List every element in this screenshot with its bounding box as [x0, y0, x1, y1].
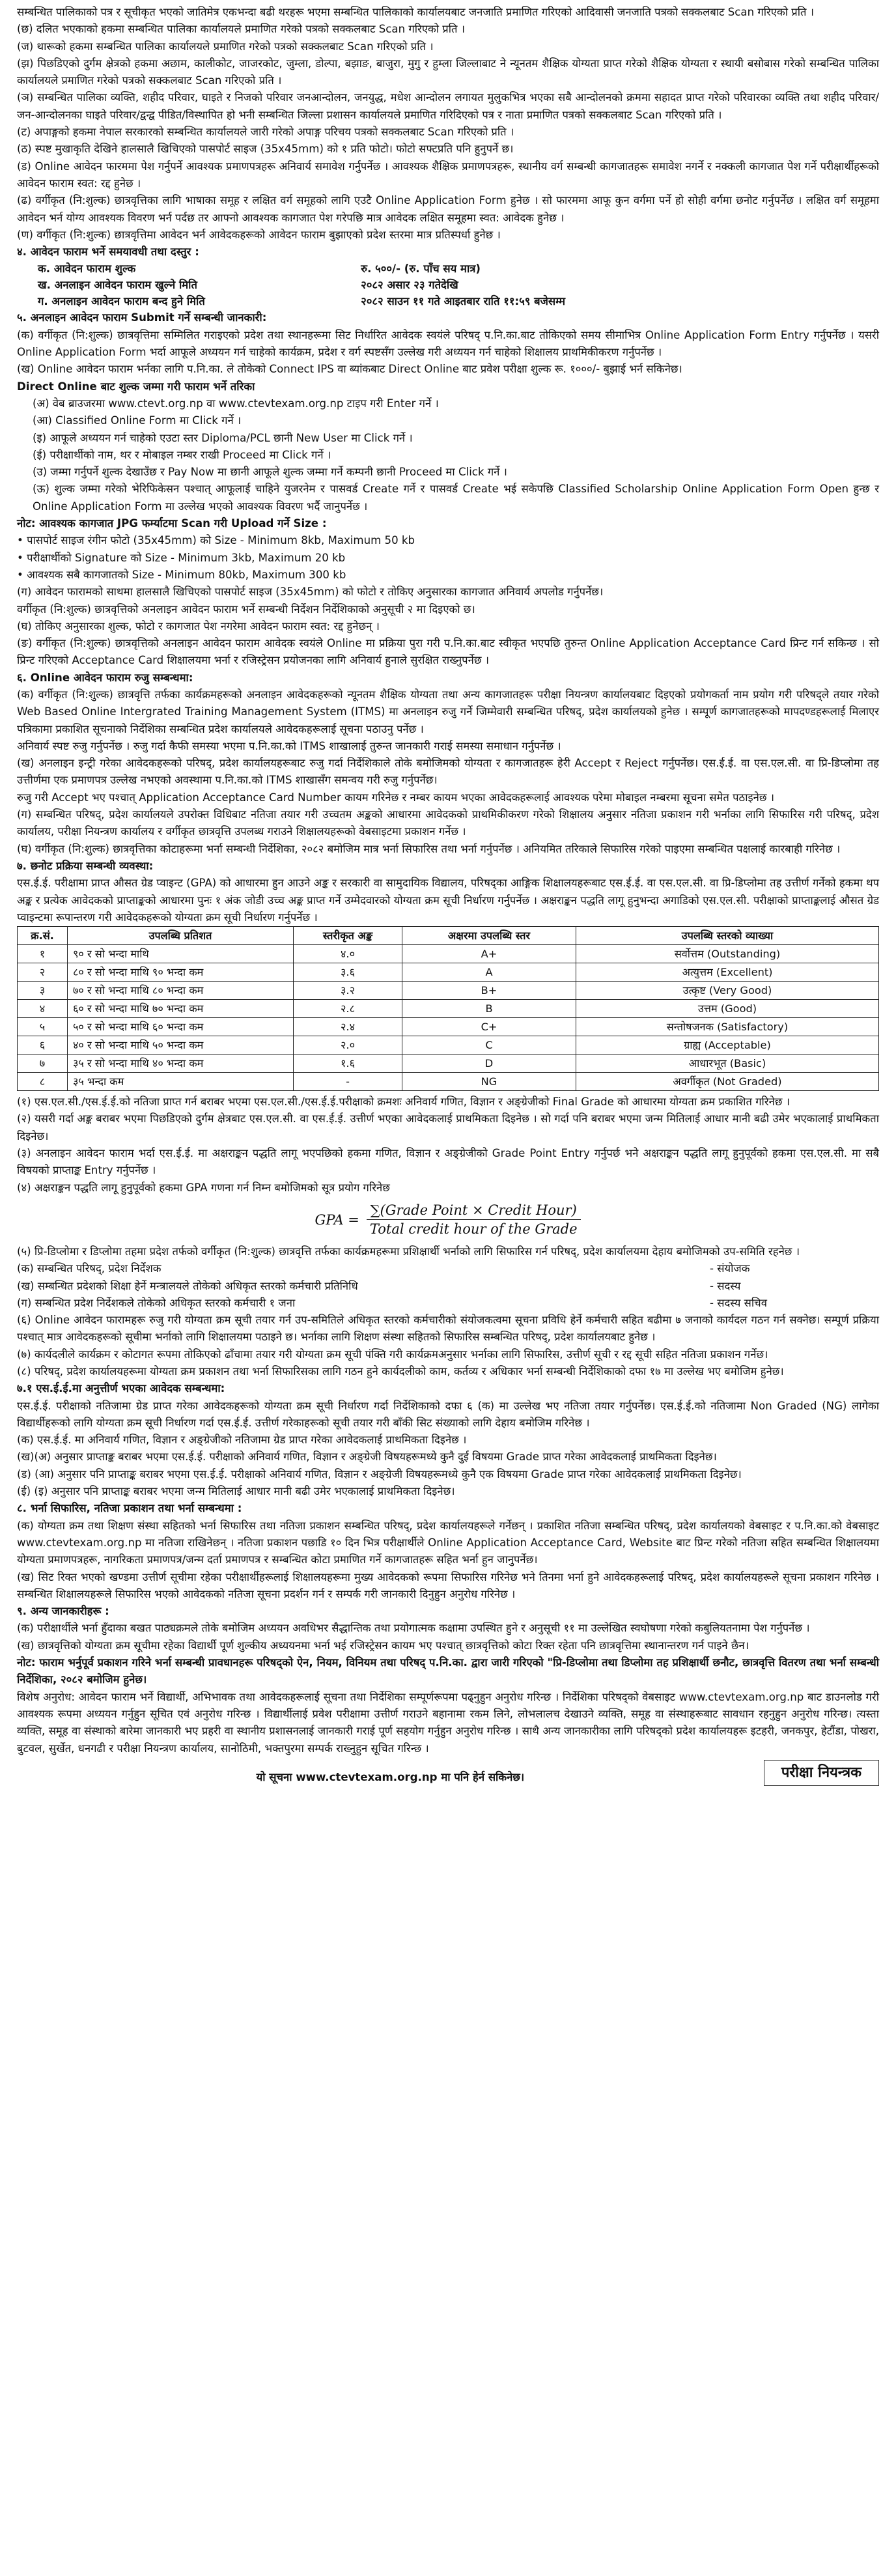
- formula-denominator: Total credit hour of the Grade: [369, 1221, 578, 1238]
- direct-online-title: Direct Online बाट शुल्क जम्मा गरी फाराम भर्ने तरिका: [17, 380, 255, 393]
- para-top-3: (ज) थारूको हकमा सम्बन्धित पालिका कार्यालयले प्रमाणित गरेको पत्रको सक्कलबाट Scan गरिएको प्रति ।: [17, 40, 434, 53]
- committee-member: (ख) सम्बन्धित प्रदेशको शिक्षा हेर्ने मन्त्रालयले तोकेको अधिकृत स्तरको कर्मचारी प्रतिनिधि: [17, 1279, 358, 1292]
- section-7-1-title: ७.१ एस.ई.ई.मा अनुत्तीर्ण भएका आवेदक सम्बन्धमा:: [17, 1382, 225, 1395]
- grade-table: [17, 926, 879, 1091]
- website-note: यो सूचना www.ctevtexam.org.np मा पनि हेर्न सकिनेछ।: [256, 1770, 525, 1783]
- cell-letter: A+: [402, 945, 576, 963]
- cell-point: ३.२: [294, 982, 402, 1000]
- committee-member: (ग) सम्बन्धित प्रदेश निर्देशकले तोकेको अधिकृत स्तरको कर्मचारी १ जना: [17, 1296, 296, 1309]
- cell-percent: ३५ र सो भन्दा माथि ४० भन्दा कम: [68, 1054, 294, 1073]
- section-7-item-6: (६) Online आवेदन फारामहरू रुजु गरी योग्यता क्रम सूची तयार गर्न उप-समितिले अधिकृत स्तरको कर्मचारीको संयोजकत्वमा सूचना प्रविधि हेर्ने कर्मचारी सहित बढीमा ७ जनाको कार्यदल गठन गर्न सक्नेछ। सम्पूर्ण प्रक्रिया पश्चात् मात्र आवेदकहरूको सूचीमा भर्नाको लागि शिक्षालयमा पठाइने छ। भर्नाका लागि शिक्षण संस्था सहितको सिफारिस सम्बन्धित परिषद्, प्रदेश कार्यालयबाट हुनेछ ।: [17, 1314, 879, 1344]
- section-7-1-intro: एस.ई.ई. परीक्षाको नतिजामा ग्रेड प्राप्त गरेका आवेदकहरूको योग्यता क्रम सूची निर्धारण गर्दा निर्देशिकाको दफा ६ (क) मा उल्लेख भए नतिजा तयार गर्नुपर्नेछ। एस.ई.ई.को नतिजामा Non Graded (NG) लागेका विद्यार्थीहरूको लागि योग्यता क्रम सूची निर्धारण गर्दा एस.ई.ई. उत्तीर्ण गरेकाहरूको सूची तयार गरी बाँकी सिट संख्याको लागि देहाय बमोजिम गरिनेछ ।: [17, 1399, 879, 1429]
- col-description: उपलब्धि स्तरको व्याख्या: [576, 927, 879, 945]
- cell-description: उत्कृष्ट (Very Good): [576, 982, 879, 1000]
- section-7-item-8: (८) परिषद्, प्रदेश कार्यालयहरूमा योग्यता क्रम प्रकाशन तथा भर्ना सिफारिसका लागि गठन हुने कार्यदलीको काम, कर्तव्य र अधिकार भर्ना सम्बन्धी निर्देशिकाको दफा १७ मा उल्लेख भए बमोजिम हुनेछ।: [17, 1365, 784, 1378]
- cell-point: -: [294, 1073, 402, 1091]
- cell-percent: ९० र सो भन्दा माथि: [68, 945, 294, 963]
- cell-point: २.८: [294, 1000, 402, 1018]
- table-row: [18, 1054, 879, 1073]
- col-percent: उपलब्धि प्रतिशत: [68, 927, 294, 945]
- cell-sn: १: [18, 945, 68, 963]
- committee-row: [17, 1295, 879, 1312]
- cell-letter: C: [402, 1036, 576, 1054]
- section-5-para-kha: (ख) Online आवेदन फाराम भर्नका लागि प.नि.का. ले तोकेको Connect IPS वा ब्यांकबाट Direct Online बाट प्रवेश परीक्षा शुल्क रू. १०००/- बुझाई भर्न सकिनेछ।: [17, 363, 682, 376]
- top-section: [17, 4, 879, 244]
- section-6-para-gha: (घ) वर्गीकृत (नि:शुल्क) छात्रवृत्तिका कोटाहरूमा भर्ना सम्बन्धी निर्देशिका, २०८२ बमोजिम मात्र भर्ना सिफारिस तथा भर्ना गर्नुपर्नेछ । अनियमित तरिकाले सिफारिस गरेको पाइएमा सम्बन्धित पक्षलाई कारबाही गरिनेछ ।: [17, 842, 841, 855]
- fee-label: क. आवेदन फाराम शुल्क: [38, 262, 136, 276]
- bullet-icon: •: [17, 568, 27, 581]
- section-6-para-ka: (क) वर्गीकृत (नि:शुल्क) छात्रवृत्ति तर्फका कार्यक्रमहरूको अनलाइन आवेदकहरूको न्यूनतम शैक्षिक योग्यता तथा अन्य कागजातहरू परीक्षा नियन्त्रण कार्यालयबाट दिइएको प्रयोगकर्ता नाम प्रयोग गरी परिषद्ले तयार गरेको Web Based Online Intergrated Training Management System (ITMS) मा अनलाइन रुजु गर्ने जिम्मेवारी सम्बन्धित परिषद्, प्रदेश कार्यालयको हुनेछ । सम्पूर्ण कागजातहरूको मापदण्डहरूलाई मिलाएर पत्रिकामा प्रकाशित सूचनाको निर्देशिका सम्बन्धित प्रदेश कार्यालयले आवेदकहरूलाई सूचना पठाउनु पर्नेछ ।: [17, 688, 879, 735]
- cell-percent: ८० र सो भन्दा माथि ९० भन्दा कम: [68, 963, 294, 982]
- section-6-para-kha-2: रुजु गरी Accept भए पश्चात् Application Acceptance Card Number कायम गरिनेछ र नम्बर कायम भएका आवेदकहरूलाई आवश्यक परेमा मोबाइल नम्बरमा सूचना समेत पठाइनेछ ।: [17, 791, 775, 804]
- para-top-10: (ण) वर्गीकृत (नि:शुल्क) छात्रवृत्तिमा आवेदन भर्न आवेदकहरूको आवेदन फाराम बुझाएको प्रदेश स्तरमा मात्र प्रतिस्पर्धा हुनेछ ।: [17, 228, 501, 241]
- committee-row: [17, 1278, 879, 1295]
- cell-sn: ३: [18, 982, 68, 1000]
- section-7-intro: एस.ई.ई. परीक्षामा प्राप्त औसत ग्रेड प्वाइन्ट (GPA) को आधारमा हुन आउने अङ्क र सरकारी वा सामुदायिक विद्यालय, परिषद्का आङ्गिक शिक्षालयहरूबाट एस.ई.ई. वा एस.एल.सी. वा प्रि-डिप्लोमा तह उत्तीर्ण गर्नेको हकमा थप अङ्क र प्रत्येक आवेदकको प्राप्ताङ्कको आधारमा पुनः १ अंक जोडी उच्च अङ्क प्राप्त गर्ने उम्मेदवारको योग्यता क्रम सूची निर्धारण गर्नुपर्नेछ । अक्षराङ्कन पद्धति लागू हुनुभन्दा अगाडिको एस.एल.सी. परीक्षाको प्राप्ताङ्कलाई औसत ग्रेड प्वाइन्टमा रूपान्तरण गरी आवेदकहरूको योग्यता क्रम सूची निर्धारण गर्नुपर्नेछ ।: [17, 877, 879, 924]
- footer: [17, 1760, 879, 1786]
- col-letter: अक्षरमा उपलब्धि स्तर: [402, 927, 576, 945]
- committee-role: - संयोजक: [710, 1262, 750, 1275]
- fee-value: रु. ५००/- (रु. पाँच सय मात्र): [361, 262, 481, 276]
- cell-sn: ४: [18, 1000, 68, 1018]
- fee-row: [38, 277, 754, 293]
- table-row: [18, 1036, 879, 1054]
- cell-point: ३.६: [294, 963, 402, 982]
- committee-row: [17, 1260, 879, 1277]
- para-top-9: (ढ) वर्गीकृत (नि:शुल्क) छात्रवृत्तिका लागि भाषाका समूह र लक्षित वर्ग समूहको लागि एउटै Online Application Form हुनेछ । सो फारममा आफू कुन वर्गमा पर्ने हो सोही वर्गमा छनोट गर्नुपर्नेछ । लक्षित वर्ग समूहमा आवेदन भर्न योग्य आवश्यक विवरण भर्न पर्दछ तर आफ्नो आवश्यक कागजात पेश गरेपछि मात्र आवेदक लक्षित समूहमा स्वत: आवेदक हुनेछ ।: [17, 194, 879, 224]
- section-6: [17, 670, 879, 858]
- cell-point: २.४: [294, 1018, 402, 1036]
- section-7-item-3: (३) अनलाइन आवेदन फाराम भर्दा एस.ई.ई. मा अक्षराङ्कन पद्धति लागू भएपछिको हकमा गणित, विज्ञान र अङ्ग्रेजीको Grade Point Entry गर्नुपर्छ भने अक्षराङ्कन पद्धति लागू हुनुपूर्वको हकमा एस.एल.सी. मा सबै विषयको प्राप्ताङ्क Entry गर्नुपर्नेछ ।: [17, 1147, 879, 1177]
- section-8-para-ka: (क) योग्यता क्रम तथा शिक्षण संस्था सहितको भर्ना सिफारिस तथा नतिजा प्रकाशन सम्बन्धित परिषद्, प्रदेश कार्यालयहरूले गर्नेछन् । प्रकाशित नतिजा सम्बन्धित परिषद्, प्रदेश कार्यालयको वेबसाइट र प.नि.का.को वेबसाइट www.ctevtexam.org.np मा नतिजा राखिनेछन् । नतिजा प्रकाशन पछाडि १० दिन भित्र परीक्षार्थीले Online Application Acceptance Card, Website बाट प्रिन्ट गरेको नतिजा सहित सम्बन्धित शिक्षालयमा योग्यता प्रमाणपत्रहरू, नागरिकता प्रमाणपत्र/जन्म दर्ता प्रमाणपत्र र सम्बन्धित कोटा प्रमाणित गर्ने कागजातहरू सहित भर्ना हुन जानुपर्नेछ।: [17, 1519, 879, 1566]
- table-row: [18, 1000, 879, 1018]
- size-bullet: [17, 567, 879, 584]
- table-row: [18, 982, 879, 1000]
- close-date-value: २०८२ साउन ११ गते आइतबार राति ११:५९ बजेसम्म: [361, 295, 566, 308]
- cell-point: २.०: [294, 1036, 402, 1054]
- cell-sn: ५: [18, 1018, 68, 1036]
- size-bullet: [17, 532, 879, 549]
- cell-point: १.६: [294, 1054, 402, 1073]
- size-bullet-text: आवश्यक सबै कागजातको Size - Minimum 80kb, Maximum 300 kb: [27, 568, 346, 581]
- section-5-para-ga: (ग) आवेदन फारामको साथमा हालसालै खिचिएको पासपोर्ट साइज (35x45mm) को फोटो र तोकिए अनुसारका कागजात अनिवार्य अपलोड गर्नुपर्नेछ।: [17, 586, 604, 599]
- fee-schedule-table: [38, 261, 754, 309]
- para-top-5: (ञ) सम्बन्धित पालिका व्यक्ति, शहीद परिवार, घाइते र निजको परिवार जनआन्दोलन, जनयुद्ध, मधेश आन्दोलन लगायत मुलुकभित्र भएका सबै आन्दोलनको क्रममा सहादत प्राप्त गरेको परिवारका व्यक्ति तथा शहीद परिवार/जन-आन्दोलनका घाइते परिवार/द्वन्द्व पीडित/विस्थापित हो भनी सम्बन्धित जिल्ला प्रशासन कार्यालयले प्रमाणित गरिदिएको पत्र र नाता प्रमाणित पत्रको सक्कलबाट Scan गरिएको प्रति ।: [17, 91, 879, 121]
- section-5-title: ५. अनलाइन आवेदन फाराम Submit गर्ने सम्बन्धी जानकारी:: [17, 311, 267, 324]
- para-top-4: (झ) पिछडिएको दुर्गम क्षेत्रको हकमा अछाम, कालीकोट, जाजरकोट, जुम्ला, डोल्पा, बझाङ, बाजुरा, मुगु र हुम्ला जिल्लाबाट ने न्यूनतम शैक्षिक योग्यता प्राप्त गरेको शैक्षिक योग्यता र स्थायी बसोबास गरेको सम्बन्धित पालिका कार्यालयले प्रमाणित गरेको पत्रको सक्कलबाट Scan गरिएको प्रति ।: [17, 57, 879, 87]
- cell-percent: ७० र सो भन्दा माथि ८० भन्दा कम: [68, 982, 294, 1000]
- cell-percent: ५० र सो भन्दा माथि ६० भन्दा कम: [68, 1018, 294, 1036]
- section-4-title: ४. आवेदन फाराम भर्ने समयावधी तथा दस्तुर :: [17, 246, 199, 259]
- cell-letter: A: [402, 963, 576, 982]
- section-4: [17, 244, 879, 309]
- section-5-para-gha: (घ) तोकिए अनुसारका शुल्क, फोटो र कागजात पेश नगरेमा आवेदन फाराम स्वत: रद्द हुनेछन् ।: [17, 619, 380, 632]
- cell-letter: B: [402, 1000, 576, 1018]
- fee-row: [38, 261, 754, 277]
- cell-description: उत्तम (Good): [576, 1000, 879, 1018]
- table-row: [18, 945, 879, 963]
- cell-description: सन्तोषजनक (Satisfactory): [576, 1018, 879, 1036]
- cell-sn: ८: [18, 1073, 68, 1091]
- cell-percent: ४० र सो भन्दा माथि ५० भन्दा कम: [68, 1036, 294, 1054]
- section-7-item-4: (४) अक्षराङ्कन पद्धति लागू हुनुपूर्वको हकमा GPA गणना गर्न निम्न बमोजिमको सूत्र प्रयोग गरिनेछ: [17, 1181, 390, 1194]
- section-7-item-5: (५) प्रि-डिप्लोमा र डिप्लोमा तहमा प्रदेश तर्फको वर्गीकृत (नि:शुल्क) छात्रवृत्ति तर्फका कार्यक्रमहरूमा प्रशिक्षार्थी भर्नाको लागि सिफारिस गर्न परिषद्, प्रदेश कार्यालयमा देहाय बमोजिमको उप-समिति रहनेछ ।: [17, 1245, 800, 1258]
- para-top-7: (ठ) स्पष्ट मुखाकृति देखिने हालसालै खिचिएको पासपोर्ट साइज (35x45mm) को १ प्रति फोटो। फोटो सफ्टप्रति पनि हुनुपर्ने छ।: [17, 143, 514, 156]
- bullet-icon: •: [17, 551, 27, 564]
- committee-role: - सदस्य: [710, 1279, 741, 1292]
- cell-description: अत्युत्तम (Excellent): [576, 963, 879, 982]
- para-top-6: (ट) अपाङ्गको हकमा नेपाल सरकारको सम्बन्धित कार्यालयले जारी गरेको अपाङ्ग परिचय पत्रको सक्कलबाट Scan गरिएको प्रति ।: [17, 126, 514, 139]
- signature-block: परीक्षा नियन्त्रक: [764, 1760, 879, 1786]
- step-item: (ऊ) शुल्क जम्मा गरेको भेरिफिकेसन पश्चात् आफूलाई चाहिने युजरनेम र पासवर्ड Create गर्ने र पासवर्ड Create भई सकेपछि Classified Scholarship Online Application Form Open हुन्छ र Online Application Form मा उल्लेख भएको आवश्यक विवरण भर्दै जानुपर्नेछ ।: [33, 483, 879, 513]
- section-6-para-kha: (ख) अनलाइन इन्ट्री गरेका आवेदकहरूको परिषद्, प्रदेश कार्यालयहरूबाट रुजु गर्दा निर्देशिकाले तोके बमोजिमको योग्यता र कागजातहरू हेरी Accept र Reject गर्नुपर्नेछ। एस.ई.ई. वा एस.एल.सी. वा प्रि-डिप्लोमा तह उत्तीर्णमा एक प्रमाणपत्र उल्लेख नभएको अवस्थामा प.नि.का.को ITMS शाखासँग समन्वय गरी रुजु गर्नुपर्नेछ।: [17, 757, 879, 787]
- section-5: [17, 309, 879, 669]
- step-item: (इ) आफूले अध्ययन गर्न चाहेको एउटा स्तर Diploma/PCL छानी New User मा Click गर्ने ।: [33, 431, 413, 444]
- section-9-title: ९. अन्य जानकारीहरू :: [17, 1605, 109, 1618]
- cell-percent: ६० र सो भन्दा माथि ७० भन्दा कम: [68, 1000, 294, 1018]
- section-7-item-1: (१) एस.एल.सी./एस.ई.ई.को नतिजा प्राप्त गर्न बराबर भएमा एस.एल.सी./एस.ई.ई.परीक्षाको क्रमशः अनिवार्य गणित, विज्ञान र अङ्ग्रेजीको Final Grade को आधारमा योग्यता क्रम प्रकाशित गरिनेछ ।: [17, 1096, 791, 1109]
- cell-description: सर्वोत्तम (Outstanding): [576, 945, 879, 963]
- fee-row: [38, 293, 754, 309]
- cell-letter: B+: [402, 982, 576, 1000]
- cell-sn: ६: [18, 1036, 68, 1054]
- step-item: (आ) Classified Online Form मा Click गर्ने ।: [33, 414, 242, 427]
- cell-description: अवर्गीकृत (Not Graded): [576, 1073, 879, 1091]
- cell-description: आधारभूत (Basic): [576, 1054, 879, 1073]
- gpa-formula: [17, 1198, 879, 1242]
- size-bullet-text: परीक्षार्थीको Signature को Size - Minimum 3kb, Maximum 20 kb: [27, 551, 346, 564]
- section-9-para-ka: (क) परीक्षार्थीले भर्ना हुँदाका बखत पाठ्यक्रमले तोके बमोजिम अध्ययन अवधिभर सैद्धान्तिक तथा प्रयोगात्मक कक्षामा उपस्थित हुने र अनुसूची ११ मा उल्लेखित स्वघोषणा गरेको कबुलियतनामा पेश गर्नुपर्नेछ ।: [17, 1622, 810, 1635]
- cell-letter: D: [402, 1054, 576, 1073]
- special-request: विशेष अनुरोध: आवेदन फाराम भर्ने विद्यार्थी, अभिभावक तथा आवेदकहरूलाई सूचना तथा निर्देशिका सम्पूर्णरूपमा पढ्नुहुन अनुरोध गरिन्छ । निर्देशिका परिषद्को वेबसाइट www.ctevtexam.org.np बाट डाउनलोड गरी आवश्यक रूपमा अध्ययन गर्नुहुन सूचित एवं अनुरोध गरिन्छ । विद्यार्थीलाई प्रवेश परीक्षामा उत्तीर्ण गराउने बहानामा रकम लिने, लोभलालच देखाउने व्यक्ति, समूह वा संस्थाहरूबाट सावधान रहनुहुन अनुरोध गरिन्छ। त्यस्ता व्यक्ति, समूह वा संस्थाको बारेमा जानकारी भए प्रहरी वा स्थानीय प्रशासनलाई जानकारी गराई पूर्ण सहयोग गर्नुहुन अनुरोध गरिन्छ । साथै अन्य जानकारीका लागि परिषद्को प्रदेश कार्यालयहरू इटहरी, जनकपुर, हेटौंडा, पोखरा, बुटवल, सुर्खेत, धनगढी र परीक्षा नियन्त्रण कार्यालय, सानोठिमी, भक्तपुरमा सम्पर्क राख्नुहुन सूचित गरिन्छ ।: [17, 1690, 879, 1755]
- formula-lhs: GPA =: [315, 1211, 359, 1228]
- section-9-note: नोट: फाराम भर्नुपूर्व प्रकाशन गरिने भर्ना सम्बन्धी प्रावधानहरू परिषद्को ऐन, नियम, विनियम तथा परिषद् प.नि.का. द्वारा जारी गरिएको "प्रि-डिप्लोमा तथा डिप्लोमा तह प्रशिक्षार्थी छनौट, छात्रवृत्ति वितरण तथा भर्ना सम्बन्धी निर्देशिका, २०८२ बमोजिम हुनेछ।: [17, 1656, 879, 1686]
- section-6-title: ६. Online आवेदन फाराम रुजु सम्बन्धमा:: [17, 671, 193, 684]
- grade-table-header: [18, 927, 879, 945]
- section-9-para-kha: (ख) छात्रवृत्तिको योग्यता क्रम सूचीमा रहेका विद्यार्थी पूर्ण शुल्कीय अध्ययनमा भर्ना भई रजिस्ट्रेसन कायम भए पश्चात् छात्रवृत्तिको कोटा रिक्त रहेता पनि छात्रवृत्तिमा स्थानान्तरण गर्न पाइने छैन।: [17, 1639, 749, 1652]
- cell-point: ४.०: [294, 945, 402, 963]
- col-sn: क्र.सं.: [18, 927, 68, 945]
- section-5-para-ka: (क) वर्गीकृत (नि:शुल्क) छात्रवृत्तिमा सम्मिलित गराइएको प्रदेश तथा स्थानहरूमा सिट निर्धारित आवेदक स्वयंले परिषद् प.नि.का.बाट तोकिएको समय सीमाभित्र Online Application Form Entry गर्नुपर्नेछ । यसरी Online Application Form भर्दा आफूले अध्ययन गर्न चाहेको कार्यक्रम, प्रदेश र वर्ग स्पष्टसँग उल्लेख गरी अध्ययन गर्न चाहेको शिक्षालय प्राथमिकीकरण गर्नुपर्नेछ ।: [17, 328, 879, 359]
- table-row: [18, 1073, 879, 1091]
- committee-table: [17, 1260, 879, 1312]
- cell-letter: NG: [402, 1073, 576, 1091]
- formula-numerator: ∑(Grade Point × Credit Hour): [367, 1201, 581, 1220]
- section-9: [17, 1603, 879, 1757]
- section-6-para-ka-2: अनिवार्य स्पष्ट रुजु गर्नुपर्नेछ । रुजु गर्दा कैफी समस्या भएमा प.नि.का.को ITMS शाखालाई तुरुन्त जानकारी गराई समस्या समाधान गर्नुपर्नेछ ।: [17, 739, 561, 752]
- committee-member: (क) सम्बन्धित परिषद्, प्रदेश निर्देशक: [17, 1262, 161, 1275]
- para-top-1: सम्बन्धित पालिकाको पत्र र सूचीकृत भएको जातिमेत्र एकभन्दा बढी थरहरू भएमा सम्बन्धित पालिकाको कार्यालयबाट जनजाति प्रमाणित गरिएको आदिवासी जनजाति पत्रको सक्कलबाट Scan गरिएको प्रति ।: [17, 6, 815, 18]
- cell-sn: ७: [18, 1054, 68, 1073]
- section-8-title: ८. भर्ना सिफारिस, नतिजा प्रकाशन तथा भर्ना सम्बन्धमा :: [17, 1502, 242, 1515]
- formula-fraction: [366, 1201, 581, 1238]
- section-7-item-2: (२) यसरी गर्दा अङ्क बराबर भएमा पिछडिएको दुर्गम क्षेत्रबाट एस.एल.सी. वा एस.ई.ई. उत्तीर्ण भएका आवेदकलाई प्राथमिकता दिइनेछ । सो गर्दा पनि बराबर भएमा जन्म मितिलाई आधार मानी बढी उमेर भएकालाई प्राथमिकता दिइनेछ।: [17, 1112, 879, 1142]
- section-7-1-item: (क) एस.ई.ई. मा अनिवार्य गणित, विज्ञान र अङ्ग्रेजीको नतिजामा ग्रेड प्राप्त गरेका आवेदकलाई प्राथमिकता दिइनेछ ।: [17, 1434, 467, 1447]
- section-8-para-kha: (ख) सिट रिक्त भएको खण्डमा उत्तीर्ण सूचीमा रहेका परीक्षार्थीहरूलाई शिक्षालयहरूमा मुख्य आवेदकको रूपमा सिफारिस गरिनेछ भने तिनमा भर्ना हुने आवेदकहरूलाई परिषद्, प्रदेश कार्यालयहरूले सूचना प्रकाशन गरिनेछ । सम्बन्धित शिक्षालयहरूले सिफारिस भएको आवेदकको नतिजा सूचना प्रदर्शन गर्न र सम्पर्क गरी जानकारी दिनुहुन अनुरोध गरिनेछ ।: [17, 1570, 879, 1600]
- close-date-label: ग. अनलाइन आवेदन फाराम बन्द हुने मिति: [38, 295, 205, 308]
- open-date-label: ख. अनलाइन आवेदन फाराम खुल्ने मिति: [38, 279, 197, 292]
- bullet-icon: •: [17, 534, 27, 547]
- cell-letter: C+: [402, 1018, 576, 1036]
- section-5-para-ga-2: वर्गीकृत (नि:शुल्क) छात्रवृत्तिको अनलाइन आवेदन फाराम भर्ने सम्बन्धी निर्देशन निर्देशिकाको अनुसूची २ मा दिइएको छ।: [17, 602, 475, 616]
- section-8: [17, 1500, 879, 1603]
- cell-sn: २: [18, 963, 68, 982]
- para-top-8: (ड) Online आवेदन फारममा पेश गर्नुपर्ने आवश्यक प्रमाणपत्रहरू अनिवार्य समावेश गर्नुपर्नेछ । आवश्यक शैक्षिक प्रमाणपत्रहरू, स्थानीय वर्ग सम्बन्धी कागजातहरू समावेश नगर्ने र नक्कली कागजात पेश गर्ने परीक्षार्थीहरूको आवेदन फाराम स्वत: रद्द हुनेछ ।: [17, 160, 879, 190]
- col-point: स्तरीकृत अङ्क: [294, 927, 402, 945]
- upload-size-note: नोट: आवश्यक कागजात JPG फर्म्याटमा Scan गरी Upload गर्ने Size :: [17, 517, 327, 530]
- section-7: [17, 858, 879, 1500]
- section-7-title: ७. छनोट प्रक्रिया सम्बन्धी व्यवस्था:: [17, 859, 154, 872]
- committee-role: - सदस्य सचिव: [710, 1296, 767, 1309]
- step-item: (ई) परीक्षार्थीको नाम, थर र मोबाइल नम्बर राखी Proceed मा Click गर्ने ।: [33, 448, 331, 461]
- section-7-1-item: (ड) (आ) अनुसार पनि प्राप्ताङ्क बराबर भएमा एस.ई.ई. परीक्षाको अनिवार्य गणित, विज्ञान र अङ्ग्रेजी विषयहरूमध्ये कुनै एक विषयमा Grade प्राप्त गरेका आवेदकलाई प्राथमिकता दिइनेछ।: [17, 1467, 742, 1480]
- size-bullet-text: पासपोर्ट साइज रंगीन फोटो (35x45mm) को Size - Minimum 8kb, Maximum 50 kb: [27, 534, 415, 547]
- size-bullet: [17, 550, 879, 567]
- table-row: [18, 963, 879, 982]
- section-7-1-item: (ख)(अ) अनुसार प्राप्ताङ्क बराबर भएमा एस.ई.ई. परीक्षाको अनिवार्य गणित, विज्ञान र अङ्ग्रेजी विषयहरूमध्ये कुनै दुई विषयमा Grade प्राप्त गरेका आवेदकलाई प्राथमिकता दिइनेछ।: [17, 1451, 717, 1464]
- step-item: (उ) जम्मा गर्नुपर्ने शुल्क देखाउँछ र Pay Now मा छानी आफूले शुल्क जम्मा गर्ने कम्पनी छानी Proceed मा Click गर्ने ।: [33, 466, 507, 479]
- step-item: (अ) वेब ब्राउजरमा www.ctevt.org.np वा www.ctevtexam.org.np टाइप गरी Enter गर्ने ।: [33, 397, 439, 410]
- section-7-1-item: (ई) (इ) अनुसार पनि प्राप्ताङ्क बराबर भएमा जन्म मितिलाई आधार मानी बढी उमेर भएकालाई प्राथमिकता दिइनेछ।: [17, 1485, 455, 1498]
- para-top-2: (छ) दलित भएकाको हकमा सम्बन्धित पालिका कार्यालयले प्रमाणित गरेको पत्रको सक्कलबाट Scan गरिएको प्रति ।: [17, 23, 466, 36]
- section-7-item-7: (७) कार्यदलीले कार्यक्रम र कोटागत रूपमा तोकिएको ढाँचामा तयार गरी योग्यता क्रम सूची पंक्ति गरी कार्यक्रमअनुसार भर्नाका लागि सिफारिस, उत्तीर्ण सूची र रद्द सूची सहित नतिजा प्रकाशन गर्नेछ।: [17, 1348, 768, 1361]
- section-6-para-ga: (ग) सम्बन्धित परिषद्, प्रदेश कार्यालयले उपरोक्त विधिबाट नतिजा तयार गरी उच्चतम अङ्कको आधारमा आवेदकको प्राथमिकीकरण गरेको शिक्षालय अनुसार नतिजा प्रकाशन गरी भर्नाका लागि सिफारिस गरी परिषद्, प्रदेश कार्यालय, परीक्षा नियन्त्रण कार्यालय र वर्गीकृत छात्रवृत्ति उपलब्ध गराउने शिक्षालयहरूको वेबसाइटमा प्रकाशन गर्नेछ ।: [17, 808, 879, 838]
- open-date-value: २०८२ असार २३ गतेदेखि: [361, 279, 458, 292]
- table-row: [18, 1018, 879, 1036]
- cell-percent: ३५ भन्दा कम: [68, 1073, 294, 1091]
- section-5-para-nga: (ङ) वर्गीकृत (नि:शुल्क) छात्रवृत्तिको अनलाइन आवेदन फाराम आवेदक स्वयंले Online मा प्रक्रिया पुरा गरी प.नि.का.बाट स्वीकृत भएपछि तुरुन्त Online Application Acceptance Card प्रिन्ट गर्न सकिन्छ । सो प्रिन्ट गरिएको Acceptance Card शिक्षालयमा भर्ना र रजिस्ट्रेसन प्रयोजनका लागि अनिवार्य हुनाले सुरक्षित राख्नुपर्नेछ ।: [17, 637, 879, 667]
- cell-description: ग्राह्य (Acceptable): [576, 1036, 879, 1054]
